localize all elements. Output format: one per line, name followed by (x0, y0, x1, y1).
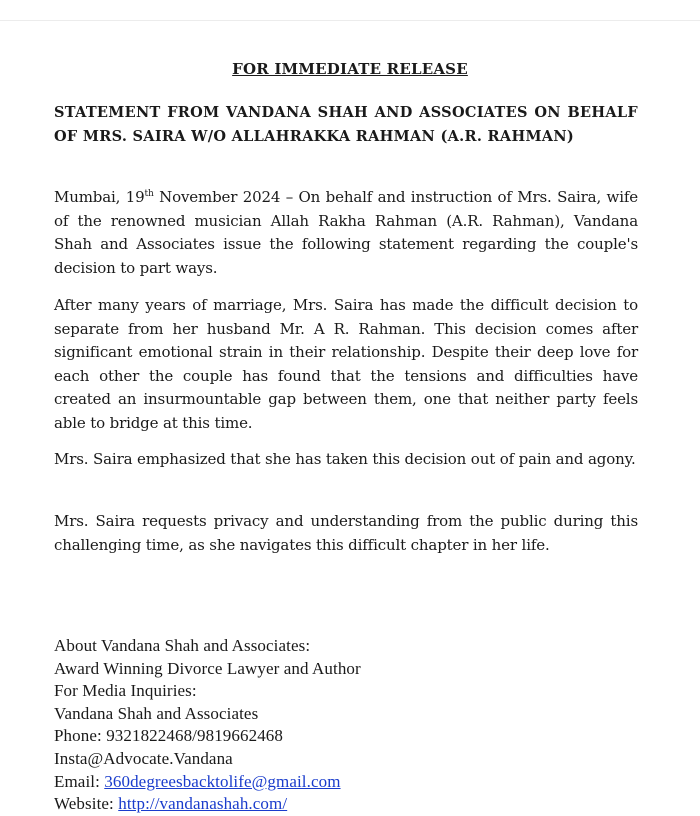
email-link[interactable]: 360degreesbacktolife@gmail.com (104, 771, 341, 791)
email-line (54, 771, 654, 794)
phone-label: Phone: (54, 726, 107, 746)
tagline: Award Winning Divorce Lawyer and Author (54, 658, 361, 678)
phone-number: 9321822468/9819662468 (106, 726, 284, 746)
about-line: About Vandana Shah and Associates: (54, 636, 311, 655)
paragraph-separation: After many years of marriage, Mrs. Saira has made the difficult decision to separate from her husband Mr. A R. Rahman. This decision comes after significant emotional strain in their relationship. Despite their deep love for each other the couple has found that the tensions and difficulties have created an insurmountable gap between them, one that neither party feels able to bridge at this time. (54, 296, 638, 432)
paragraph-emphasis: Mrs. Saira emphasized that she has taken this decision out of pain and agony. (54, 450, 636, 468)
website-line (54, 793, 654, 816)
email-label: Email: (54, 771, 105, 791)
contact-block (54, 635, 654, 816)
dateline-prefix: Mumbai, 19 (54, 188, 145, 206)
website-label: Website: (54, 794, 119, 814)
phone-line (54, 725, 654, 748)
media-inquiries-label: For Media Inquiries: (54, 681, 197, 701)
firm-name: Vandana Shah and Associates (54, 703, 259, 723)
paragraph-intro (54, 186, 638, 280)
paragraph-privacy: Mrs. Saira requests privacy and understanding from the public during this challenging time, as she navigates this difficult chapter in her life. (54, 512, 638, 554)
statement-title: STATEMENT FROM VANDANA SHAH AND ASSOCIATES ON BEHALF OF MRS. SAIRA W/O ALLAHRAKKA RAHMAN (A.R. RAHMAN) (54, 104, 638, 145)
date-ordinal-suffix: th (144, 189, 154, 199)
top-divider (0, 20, 700, 21)
website-link[interactable]: http://vandanashah.com/ (118, 794, 288, 814)
release-heading: FOR IMMEDIATE RELEASE (232, 60, 468, 78)
intro-text: November 2024 – On behalf and instruction of Mrs. Saira, wife of the renowned musician Allah Rakha Rahman (A.R. Rahman), Vandana Shah and Associates issue the following statement regarding the couple's decision to part ways. (54, 188, 638, 277)
instagram-handle: Insta@Advocate.Vandana (54, 748, 233, 768)
